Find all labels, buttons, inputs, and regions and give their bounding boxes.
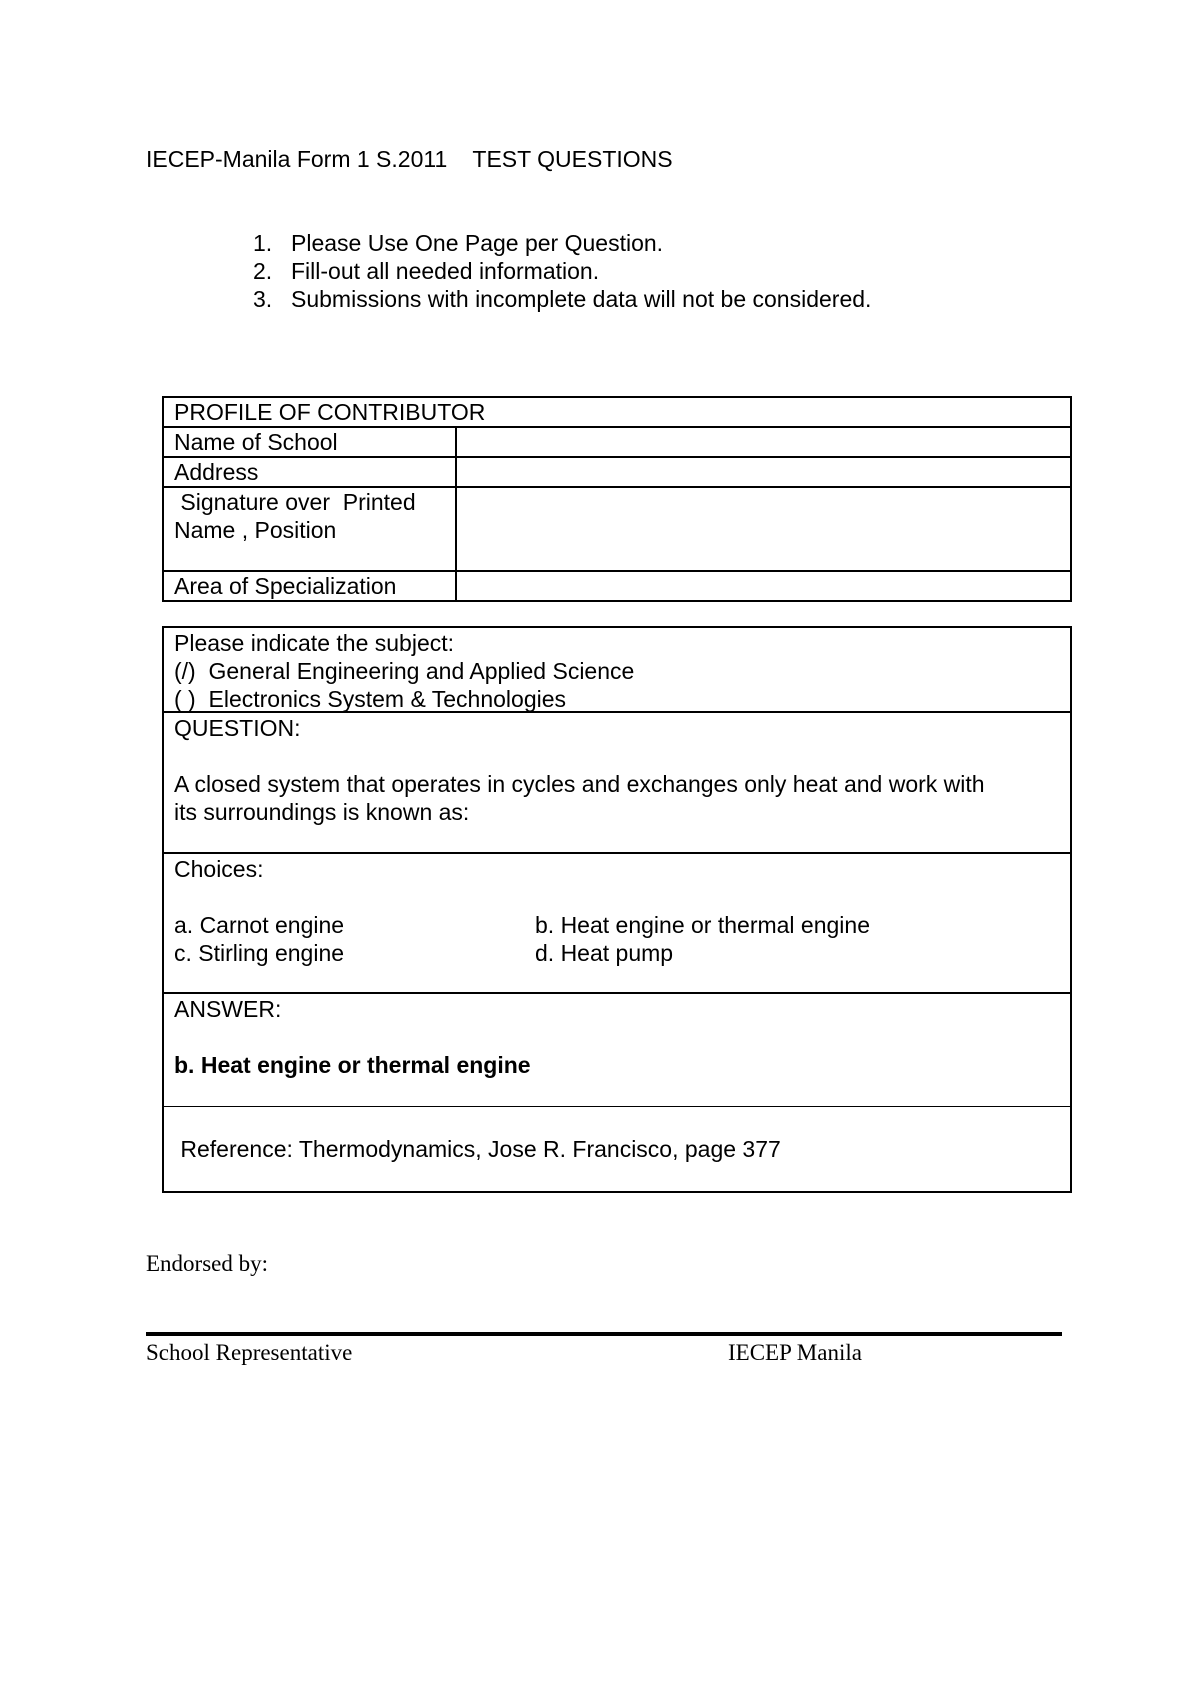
school-representative-label: School Representative (146, 1340, 353, 1365)
instruction-item (253, 285, 871, 313)
question-heading: QUESTION: (174, 715, 301, 741)
subject-prompt: Please indicate the subject: (174, 630, 455, 656)
choice-d: d. Heat pump (535, 940, 674, 966)
subject-section (164, 628, 1070, 713)
profile-heading: PROFILE OF CONTRIBUTOR (163, 397, 1071, 427)
choice-row (174, 911, 1060, 939)
question-text-line2: its surroundings is known as: (174, 799, 470, 825)
instruction-text: Please Use One Page per Question. (291, 230, 664, 256)
instruction-text: Submissions with incomplete data will not be considered. (291, 286, 872, 312)
address-label: Address (163, 457, 456, 487)
subject-option-label: General Engineering and Applied Science (208, 658, 635, 684)
address-field[interactable] (456, 457, 1071, 487)
reference-section (164, 1107, 1070, 1191)
signature-line (146, 1332, 1062, 1336)
choice-b: b. Heat engine or thermal engine (535, 912, 870, 938)
choice-a: a. Carnot engine (174, 912, 345, 938)
choices-heading: Choices: (174, 856, 264, 882)
subject-option-electronics[interactable] (174, 685, 1060, 713)
answer-heading: ANSWER: (174, 996, 282, 1022)
signature-label (163, 487, 456, 571)
iecep-manila-label: IECEP Manila (728, 1340, 862, 1365)
choice-c: c. Stirling engine (174, 940, 345, 966)
endorsed-by-label: Endorsed by: (146, 1251, 269, 1276)
question-section (164, 713, 1070, 854)
specialization-field[interactable] (456, 571, 1071, 601)
instruction-item (253, 257, 871, 285)
signature-field[interactable] (456, 487, 1071, 571)
signature-label-line2: Name , Position (174, 517, 337, 543)
instruction-number: 1. (253, 230, 273, 256)
question-text-line1: A closed system that operates in cycles and exchanges only heat and work with (174, 771, 985, 797)
instruction-text: Fill-out all needed information. (291, 258, 600, 284)
school-name-field[interactable] (456, 427, 1071, 457)
signature-label-line1: Signature over Printed (174, 489, 416, 515)
specialization-label: Area of Specialization (163, 571, 456, 601)
choices-section (164, 854, 1070, 994)
instruction-number: 3. (253, 286, 273, 312)
question-box (162, 626, 1072, 1193)
form-title: IECEP-Manila Form 1 S.2011 TEST QUESTIONS (146, 146, 673, 172)
answer-text: b. Heat engine or thermal engine (174, 1052, 531, 1078)
instructions-list (253, 229, 871, 313)
school-name-label: Name of School (163, 427, 456, 457)
answer-section (164, 994, 1070, 1107)
contributor-profile-table (162, 396, 1072, 602)
subject-checkbox: (/) (174, 658, 196, 684)
instruction-number: 2. (253, 258, 273, 284)
subject-checkbox: ( ) (174, 686, 196, 712)
subject-option-label: Electronics System & Technologies (208, 686, 567, 712)
instruction-item (253, 229, 871, 257)
choice-row (174, 939, 1060, 967)
reference-text: Reference: Thermodynamics, Jose R. Francisco, page 377 (174, 1136, 781, 1162)
subject-option-general-engineering[interactable] (174, 657, 1060, 685)
